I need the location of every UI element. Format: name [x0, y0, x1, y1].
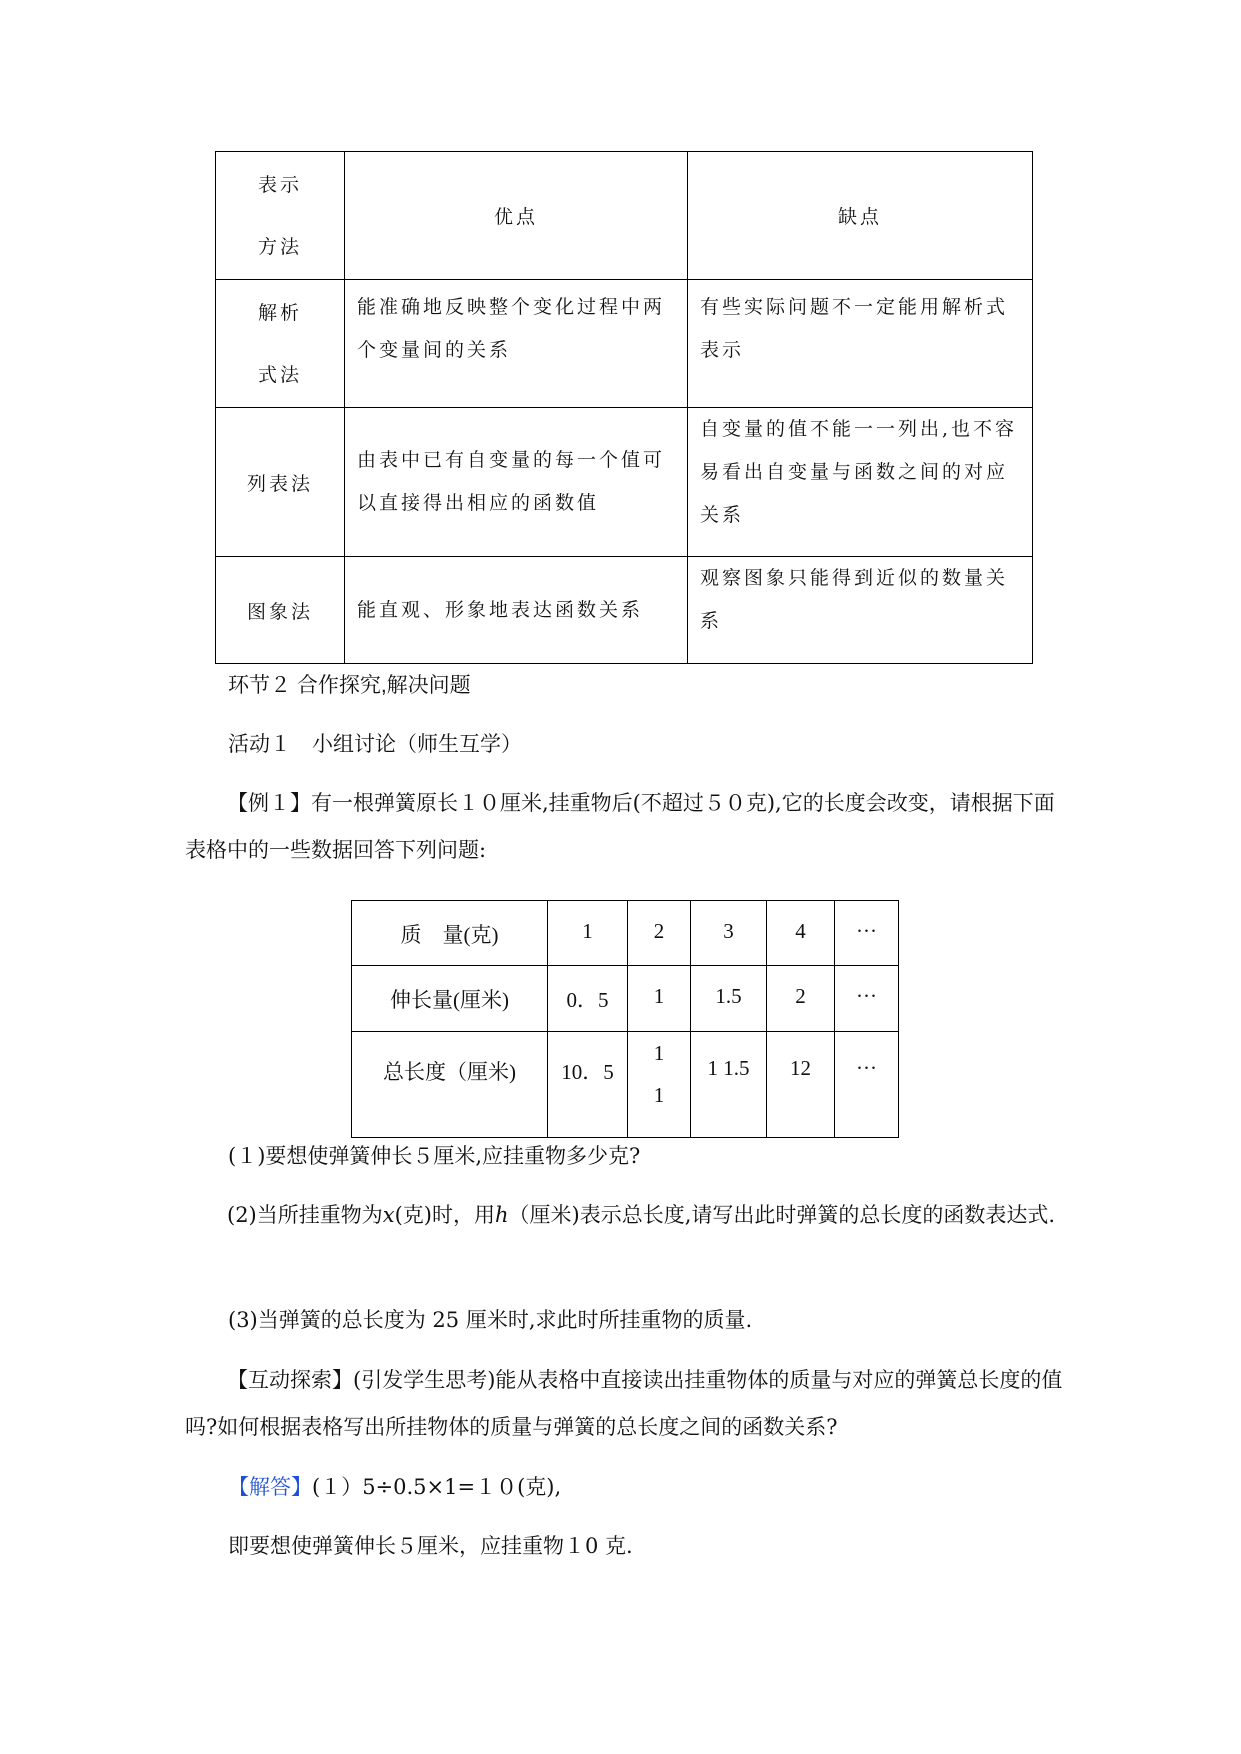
question-3: (3)当弹簧的总长度为 25 厘米时,求此时所挂重物的质量. — [228, 1308, 753, 1332]
cons-cell: 自变量的值不能一一列出,也不容易看出自变量与函数之间的对应关系 — [688, 408, 1033, 557]
data-cell: 2 — [767, 966, 835, 1032]
data-cell: 12 — [767, 1032, 835, 1138]
answer-conclusion: 即要想使弹簧伸长５厘米，应挂重物１0 克. — [228, 1534, 633, 1558]
question-2 — [185, 1192, 1065, 1238]
answer-label: 【解答】 — [228, 1476, 312, 1499]
variable-x: x — [382, 1203, 395, 1227]
variable-h: h — [494, 1203, 509, 1227]
section-title: 环节２ 合作探究,解决问题 — [228, 674, 471, 697]
pros-cell: 由表中已有自变量的每一个值可以直接得出相应的函数值 — [345, 408, 688, 557]
cons-cell: 观察图象只能得到近似的数量关系 — [688, 557, 1033, 664]
method-cell — [216, 280, 345, 408]
methods-header-row — [216, 152, 1033, 280]
example-label: 【例１】 — [227, 792, 311, 815]
data-cell: 1 1.5 — [691, 1032, 767, 1138]
row-label: 伸长量(厘米) — [352, 966, 548, 1032]
data-cell: 10．5 — [548, 1032, 628, 1138]
header-method-cell — [216, 152, 345, 280]
data-cell: ··· — [835, 901, 899, 966]
methods-row — [216, 557, 1033, 664]
explore-label: 【互动探索】 — [227, 1369, 353, 1392]
method-line2: 式法 — [257, 363, 302, 386]
header-pros: 优点 — [345, 152, 688, 280]
spring-data-table — [351, 900, 899, 1138]
pros-cell: 能准确地反映整个变化过程中两个变量间的关系 — [345, 280, 688, 408]
pros-cell: 能直观、形象地表达函数关系 — [345, 557, 688, 664]
explore-paragraph — [185, 1357, 1065, 1450]
question-1: (１)要想使弹簧伸长５厘米,应挂重物多少克? — [228, 1144, 641, 1168]
example-text: 有一根弹簧原长１０厘米,挂重物后(不超过５０克),它的长度会改变，请根据下面表格中的一些数据回答下列问题: — [185, 791, 1055, 862]
method-cell: 图象法 — [216, 557, 345, 664]
methods-row — [216, 280, 1033, 408]
data-row — [352, 1032, 899, 1138]
activity-title: 活动１ 小组讨论（师生互学） — [228, 733, 522, 756]
data-cell: ··· — [835, 1032, 899, 1138]
data-cell: 1 — [548, 901, 628, 966]
question-2-part-c: （厘米)表示总长度,请写出此时弹簧的总长度的函数表达式. — [508, 1203, 1056, 1227]
data-cell: 4 — [767, 901, 835, 966]
data-cell: 0．5 — [548, 966, 628, 1032]
header-method-line2: 方法 — [257, 235, 302, 258]
data-cell: ··· — [835, 966, 899, 1032]
cons-cell: 有些实际问题不一定能用解析式表示 — [688, 280, 1033, 408]
header-method-line1: 表示 — [257, 173, 302, 196]
header-cons: 缺点 — [688, 152, 1033, 280]
question-2-part-b: (克)时，用 — [394, 1203, 495, 1227]
data-row — [352, 966, 899, 1032]
explore-text: (引发学生思考)能从表格中直接读出挂重物体的质量与对应的弹簧总长度的值吗?如何根据表格写出所挂物体的质量与弹簧的总长度之间的函数关系? — [185, 1368, 1063, 1439]
data-cell: 1.5 — [691, 966, 767, 1032]
question-2-part-a: (2)当所挂重物为 — [227, 1203, 383, 1227]
answer-text: (１）5÷0.5×1=１０(克), — [312, 1475, 562, 1499]
methods-table — [215, 151, 1033, 664]
data-row — [352, 901, 899, 966]
method-cell: 列表法 — [216, 408, 345, 557]
data-cell: 2 — [628, 901, 691, 966]
example-paragraph — [185, 780, 1065, 873]
data-cell: 1 1 — [628, 1032, 691, 1138]
row-label: 质 量(克) — [352, 901, 548, 966]
answer-line — [228, 1464, 561, 1511]
row-label: 总长度（厘米) — [352, 1032, 548, 1138]
methods-row — [216, 408, 1033, 557]
data-cell: 1 — [628, 966, 691, 1032]
data-cell: 3 — [691, 901, 767, 966]
method-line1: 解析 — [257, 301, 302, 324]
